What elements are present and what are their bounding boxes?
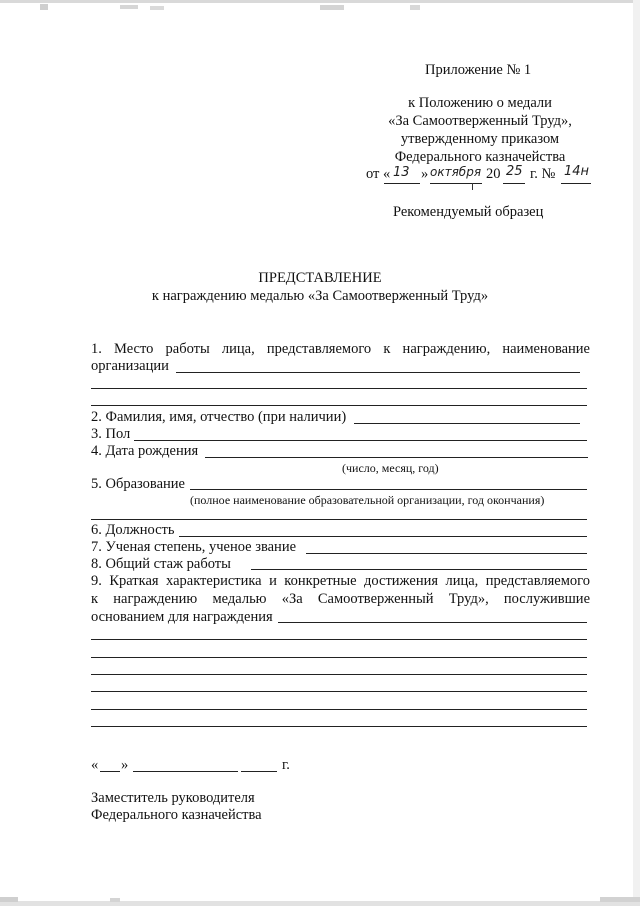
field-1-label: 1. Место работы лица, представляемого к награждению, наименование <box>91 341 590 357</box>
field-9-input-line[interactable] <box>278 622 587 623</box>
order-day-handwritten: 13 <box>393 165 410 180</box>
field-9-input-line[interactable] <box>91 726 587 727</box>
field-6-input-line[interactable] <box>179 536 587 537</box>
signature-organization: Федерального казначейства <box>91 807 262 823</box>
date-prefix: от « <box>366 166 391 182</box>
field-3-input-line[interactable] <box>134 440 587 441</box>
field-9-input-line[interactable] <box>91 709 587 710</box>
field-2-input-line[interactable] <box>354 423 580 424</box>
reference-line: «За Самоотверженный Труд», <box>388 113 572 129</box>
reference-line: Федерального казначейства <box>394 149 566 165</box>
field-9-label-cont: к награждению медалью «За Самоотверженный Труд», послужившие <box>91 591 590 607</box>
field-1-label-cont: организации <box>91 358 169 374</box>
field-5-input-line[interactable] <box>190 489 587 490</box>
footer-day-line[interactable] <box>100 771 120 772</box>
handwriting-mark <box>472 183 473 190</box>
order-number-label: г. № <box>530 166 556 182</box>
footer-date-close-quote: » <box>121 757 129 773</box>
document-title: ПРЕДСТАВЛЕНИЕ <box>258 270 382 286</box>
field-5-input-line[interactable] <box>91 519 587 520</box>
number-underline <box>561 183 591 184</box>
footer-date-open-quote: « <box>91 757 99 773</box>
field-8-input-line[interactable] <box>251 569 587 570</box>
field-9-input-line[interactable] <box>91 674 587 675</box>
field-6-label: 6. Должность <box>91 522 175 538</box>
signature-position: Заместитель руководителя <box>91 790 255 806</box>
field-4-label: 4. Дата рождения <box>91 443 199 459</box>
order-number-handwritten: 14н <box>564 164 590 179</box>
year-underline <box>503 183 525 184</box>
day-underline <box>384 183 420 184</box>
field-9-input-line[interactable] <box>91 639 587 640</box>
footer-year-suffix: г. <box>282 757 290 773</box>
reference-line: утвержденному приказом <box>400 131 560 147</box>
recommended-sample-label: Рекомендуемый образец <box>393 204 544 220</box>
date-year-prefix: 20 <box>486 166 501 182</box>
order-year-handwritten: 25 <box>506 164 523 179</box>
field-5-label: 5. Образование <box>91 476 185 492</box>
field-3-label: 3. Пол <box>91 426 131 442</box>
field-9-label: 9. Краткая характеристика и конкретные достижения лица, представляемого <box>91 573 590 589</box>
scan-edge-top <box>0 0 640 14</box>
field-1-input-line[interactable] <box>91 388 587 389</box>
field-5-hint: (полное наименование образовательной организации, год окончания) <box>190 493 545 507</box>
field-9-input-line[interactable] <box>91 691 587 692</box>
field-1-input-line[interactable] <box>176 372 580 373</box>
order-month-handwritten: октября <box>430 165 482 179</box>
field-7-label: 7. Ученая степень, ученое звание <box>91 539 297 555</box>
reference-line: к Положению о медали <box>408 95 552 111</box>
field-4-input-line[interactable] <box>205 457 588 458</box>
field-2-label: 2. Фамилия, имя, отчество (при наличии) <box>91 409 347 425</box>
field-9-label-cont: основанием для награждения <box>91 609 273 625</box>
scan-edge-bottom <box>0 894 640 905</box>
field-7-input-line[interactable] <box>306 553 587 554</box>
footer-month-line[interactable] <box>133 771 238 772</box>
field-9-input-line[interactable] <box>91 657 587 658</box>
appendix-number: Приложение № 1 <box>425 62 532 78</box>
date-quote-close: » <box>421 166 429 182</box>
footer-year-line[interactable] <box>241 771 277 772</box>
field-4-hint: (число, месяц, год) <box>342 461 439 475</box>
document-subtitle: к награждению медалью «За Самоотверженный Труд» <box>151 288 489 304</box>
field-8-label: 8. Общий стаж работы <box>91 556 231 572</box>
scan-edge-right <box>633 0 640 905</box>
field-1-input-line[interactable] <box>91 405 587 406</box>
month-underline <box>430 183 482 184</box>
